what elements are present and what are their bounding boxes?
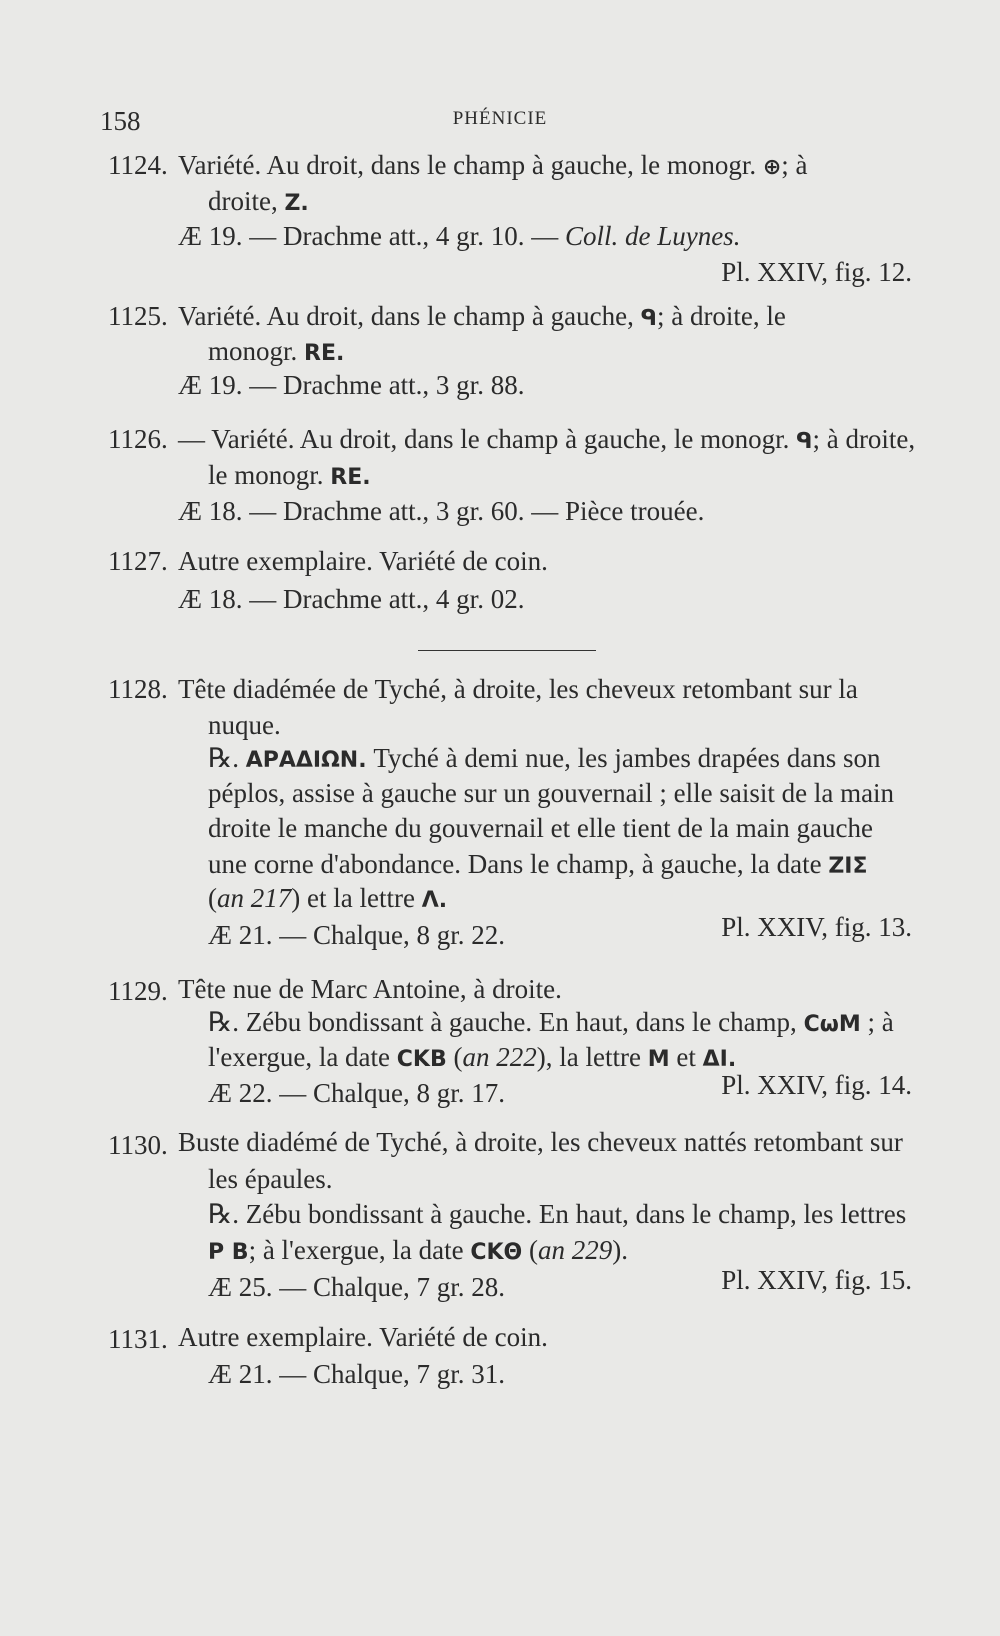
date-legend: CKΘ [470,1240,523,1265]
plate-reference: Pl. XXIV, fig. 13. [721,912,912,942]
entry-obverse-cont [208,186,309,217]
entry-number: 1131. [108,1324,168,1354]
entry-text: Zébu bondissant à gauche. En haut, dans le champ, [245,1007,797,1037]
entry-metrology: Æ 18. — Drachme att., 4 gr. 02. [178,584,525,614]
entry-obverse [178,424,915,455]
entry-text: ; à droite, le [656,301,786,331]
entry-metrology: Æ 25. — Chalque, 7 gr. 28. [208,1272,505,1302]
entry-text: le monogr. [208,460,324,490]
date-legend: CKB [396,1047,447,1072]
plate-reference: Pl. XXIV, fig. 14. [721,1070,912,1100]
entry-reverse-cont: péplos, assise à gauche sur un gouvernail ; elle saisit de la main [208,778,895,808]
entry-text: ( [528,1235,538,1265]
entry-text: Tyché à demi nue, les jambes drapées dans son [373,743,881,773]
entry-metrology [178,221,740,252]
entry-obverse: Tête nue de Marc Antoine, à droite. [178,974,562,1004]
entry-metrology: Æ 21. — Chalque, 8 gr. 22. [208,920,505,950]
entry-metrology: Æ 22. — Chalque, 8 gr. 17. [208,1078,505,1108]
entry-reverse-cont: droite le manche du gouvernail et elle tient de la main gauche [208,813,873,843]
monogram-legend: RE. [330,465,371,490]
running-head: PHÉNICIE [452,108,548,129]
entry-number: 1127. [108,546,168,576]
entry-text: ). [612,1235,628,1265]
entry-reverse-cont [208,849,868,880]
plate-reference: Pl. XXIV, fig. 15. [721,1265,912,1295]
monogram-glyph: ᑫ [796,429,813,454]
letter-legend: ΔΙ. [702,1047,737,1072]
page-number: 158 [100,106,141,136]
entry-obverse-cont [208,460,371,491]
letter-legend: M [647,1047,670,1072]
entry-text: ) et la lettre [291,883,415,913]
entry-obverse-cont: nuque. [208,710,281,740]
entry-text: une corne d'abondance. Dans le champ, à gauche, la date [208,849,822,879]
entry-obverse: Autre exemplaire. Variété de coin. [178,546,548,576]
section-divider [418,650,596,651]
monogram-legend: RE. [304,341,345,366]
entry-number: 1130. [108,1130,168,1160]
reverse-symbol: ℞. [208,743,239,773]
entry-metrology: Æ 19. — Drachme att., 3 gr. 88. [178,370,525,400]
entry-text: l'exergue, la date [208,1042,391,1072]
reverse-symbol: ℞. [208,1007,239,1037]
plate-reference: Pl. XXIV, fig. 12. [721,257,912,287]
entry-obverse: Autre exemplaire. Variété de coin. [178,1322,548,1352]
entry-obverse-cont [208,336,344,367]
entry-reverse [208,1199,906,1230]
entry-reverse-cont [208,1042,736,1073]
entry-metrology: Æ 18. — Drachme att., 3 gr. 60. — Pièce trouée. [178,496,705,526]
entry-text: droite, [208,186,278,216]
entry-obverse [178,150,808,181]
entry-reverse-cont [208,1235,628,1266]
date-legend: ΖΙΣ [828,854,868,879]
reverse-symbol: ℞. [208,1199,239,1229]
entry-text: Variété. Au droit, dans le champ à gauche, [178,301,634,331]
greek-legend: ΑΡΑΔΙΩΝ. [245,748,367,773]
collection-name: Coll. de Luynes. [564,221,741,251]
monogram-glyph: ⊕ [762,155,782,180]
entry-number: 1125. [108,301,168,331]
entry-obverse: Tête diadémée de Tyché, à droite, les cheveux retombant sur la [178,674,858,704]
entry-obverse: Buste diadémé de Tyché, à droite, les cheveux nattés retombant sur [178,1127,903,1157]
entry-text: et [676,1042,696,1072]
letter-legend: Z. [284,191,309,216]
entry-text: ; à [867,1007,894,1037]
phoenician-letter-glyph: ᑫ [640,306,657,331]
entry-text: ( [208,883,217,913]
entry-text: Zébu bondissant à gauche. En haut, dans le champ, les lettres [245,1199,907,1229]
entry-text: Variété. Au droit, dans le champ à gauche, le monogr. [178,150,757,180]
date-year: an 217 [217,883,292,913]
entry-text: monogr. [208,336,298,366]
entry-number: 1126. [108,424,168,454]
entry-text: ), la lettre [536,1042,641,1072]
entry-number: 1129. [108,976,168,1006]
letter-legend: Λ. [421,888,448,913]
date-year: an 222 [462,1042,537,1072]
entry-obverse-cont: les épaules. [208,1164,333,1194]
entry-metrology: Æ 21. — Chalque, 7 gr. 31. [208,1359,505,1389]
date-year: an 229 [537,1235,613,1265]
entry-text: — Variété. Au droit, dans le champ à gauche, le monogr. [178,424,790,454]
entry-text: ; à l'exergue, la date [248,1235,464,1265]
letter-legend: Ρ B [208,1240,249,1265]
entry-text: ; à droite, [812,424,916,454]
greek-legend: CωM [803,1012,861,1037]
entry-reverse-cont [208,883,447,914]
entry-number: 1128. [108,674,168,704]
entry-reverse [208,1007,894,1038]
entry-text: Æ 19. — Drachme att., 4 gr. 10. — [178,221,559,251]
entry-obverse [178,301,786,332]
entry-number: 1124. [108,150,168,180]
entry-text: ( [453,1042,463,1072]
entry-reverse [208,743,881,774]
entry-text: ; à [781,150,808,180]
